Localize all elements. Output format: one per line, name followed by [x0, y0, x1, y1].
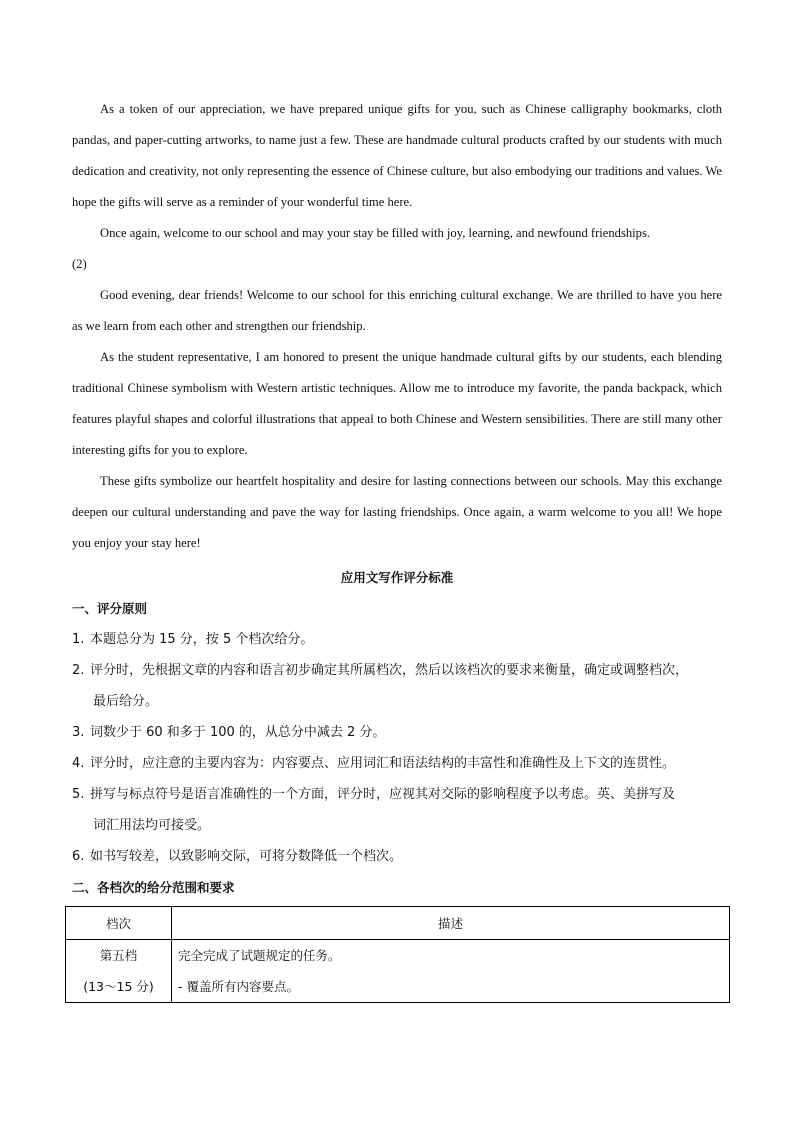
rule-text: 评分时，先根据文章的内容和语言初步确定其所属档次，然后以该档次的要求来衡量，确定或调整档次， [90, 663, 689, 678]
header-description: 描述 [172, 907, 730, 940]
rule-item-5-continued: 词汇用法均可接受。 [93, 818, 211, 833]
description-cell [172, 940, 730, 1003]
essay-paragraph-gifts: As a token of our appreciation, we have prepared unique gifts for you, such as Chinese calligraphy bookmarks, cloth pandas, and paper-cutting artworks, to name just a few. These are handmade cultural products crafted by our students with much dedication and creativity, not only representing the essence of Chinese culture, but also embodying our traditions and values. We hope the gifts will serve as a reminder of your wonderful time here. [72, 102, 722, 209]
rule-number: 2. [72, 663, 85, 678]
essay-paragraph-representative: As the student representative, I am honored to present the unique handmade cultural gifts by our students, each blending traditional Chinese symbolism with Western artistic techniques. Allow me to introduce my favorite, the panda backpack, which features playful shapes and colorful illustrations that appeal to both Chinese and Western sensibilities. There are still many other interesting gifts for you to explore. [72, 350, 722, 457]
header-level: 档次 [66, 907, 172, 940]
section-heading-principles: 一、评分原则 [72, 601, 148, 616]
rule-item-5 [72, 779, 732, 810]
rule-item-1 [72, 624, 732, 655]
rule-number: 3. [72, 725, 85, 740]
rule-item-3 [72, 717, 732, 748]
description-line: - 覆盖所有内容要点。 [178, 979, 299, 994]
table-row [66, 940, 730, 1003]
rule-number: 1. [72, 632, 85, 647]
rule-number: 6. [72, 849, 85, 864]
description-line: 完全完成了试题规定的任务。 [178, 948, 341, 963]
essay-paragraph-closing: Once again, welcome to our school and may your stay be filled with joy, learning, and newfound friendships. [100, 226, 651, 240]
rubric-title: 应用文写作评分标准 [340, 570, 454, 585]
rule-text: 拼写与标点符号是语言准确性的一个方面，评分时，应视其对交际的影响程度予以考虑。英、美拼写及 [90, 787, 676, 802]
rule-text: 如书写较差，以致影响交际，可将分数降低一个档次。 [90, 849, 403, 864]
rule-item-6 [72, 841, 732, 872]
table-header-row [66, 907, 730, 940]
rule-text: 本题总分为 15 分，按 5 个档次给分。 [90, 632, 314, 647]
rule-number: 5. [72, 787, 85, 802]
rule-item-4 [72, 748, 732, 779]
level-cell [66, 940, 172, 1003]
level-name: 第五档 [99, 948, 138, 963]
rule-item-2 [72, 655, 732, 686]
rule-number: 4. [72, 756, 85, 771]
rule-item-2-continued: 最后给分。 [93, 694, 159, 709]
section-heading-levels: 二、各档次的给分范围和要求 [72, 880, 235, 895]
essay-paragraph-greeting: Good evening, dear friends! Welcome to our school for this enriching cultural exchange. We are thrilled to have you here as we learn from each other and strengthen our friendship. [72, 288, 722, 333]
grading-table [65, 906, 730, 1003]
level-score-range: (13～15 分) [83, 979, 154, 994]
rule-text: 评分时，应注意的主要内容为：内容要点、应用词汇和语法结构的丰富性和准确性及上下文的连贯性。 [90, 756, 676, 771]
rule-text: 词数少于 60 和多于 100 的，从总分中减去 2 分。 [90, 725, 386, 740]
essay-paragraph-symbolize: These gifts symbolize our heartfelt hospitality and desire for lasting connections between our schools. May this exchange deepen our cultural understanding and pave the way for lasting friendships. Once again, a warm welcome to you all! We hope you enjoy your stay here! [72, 474, 722, 550]
essay-label-two: (2) [72, 257, 87, 271]
